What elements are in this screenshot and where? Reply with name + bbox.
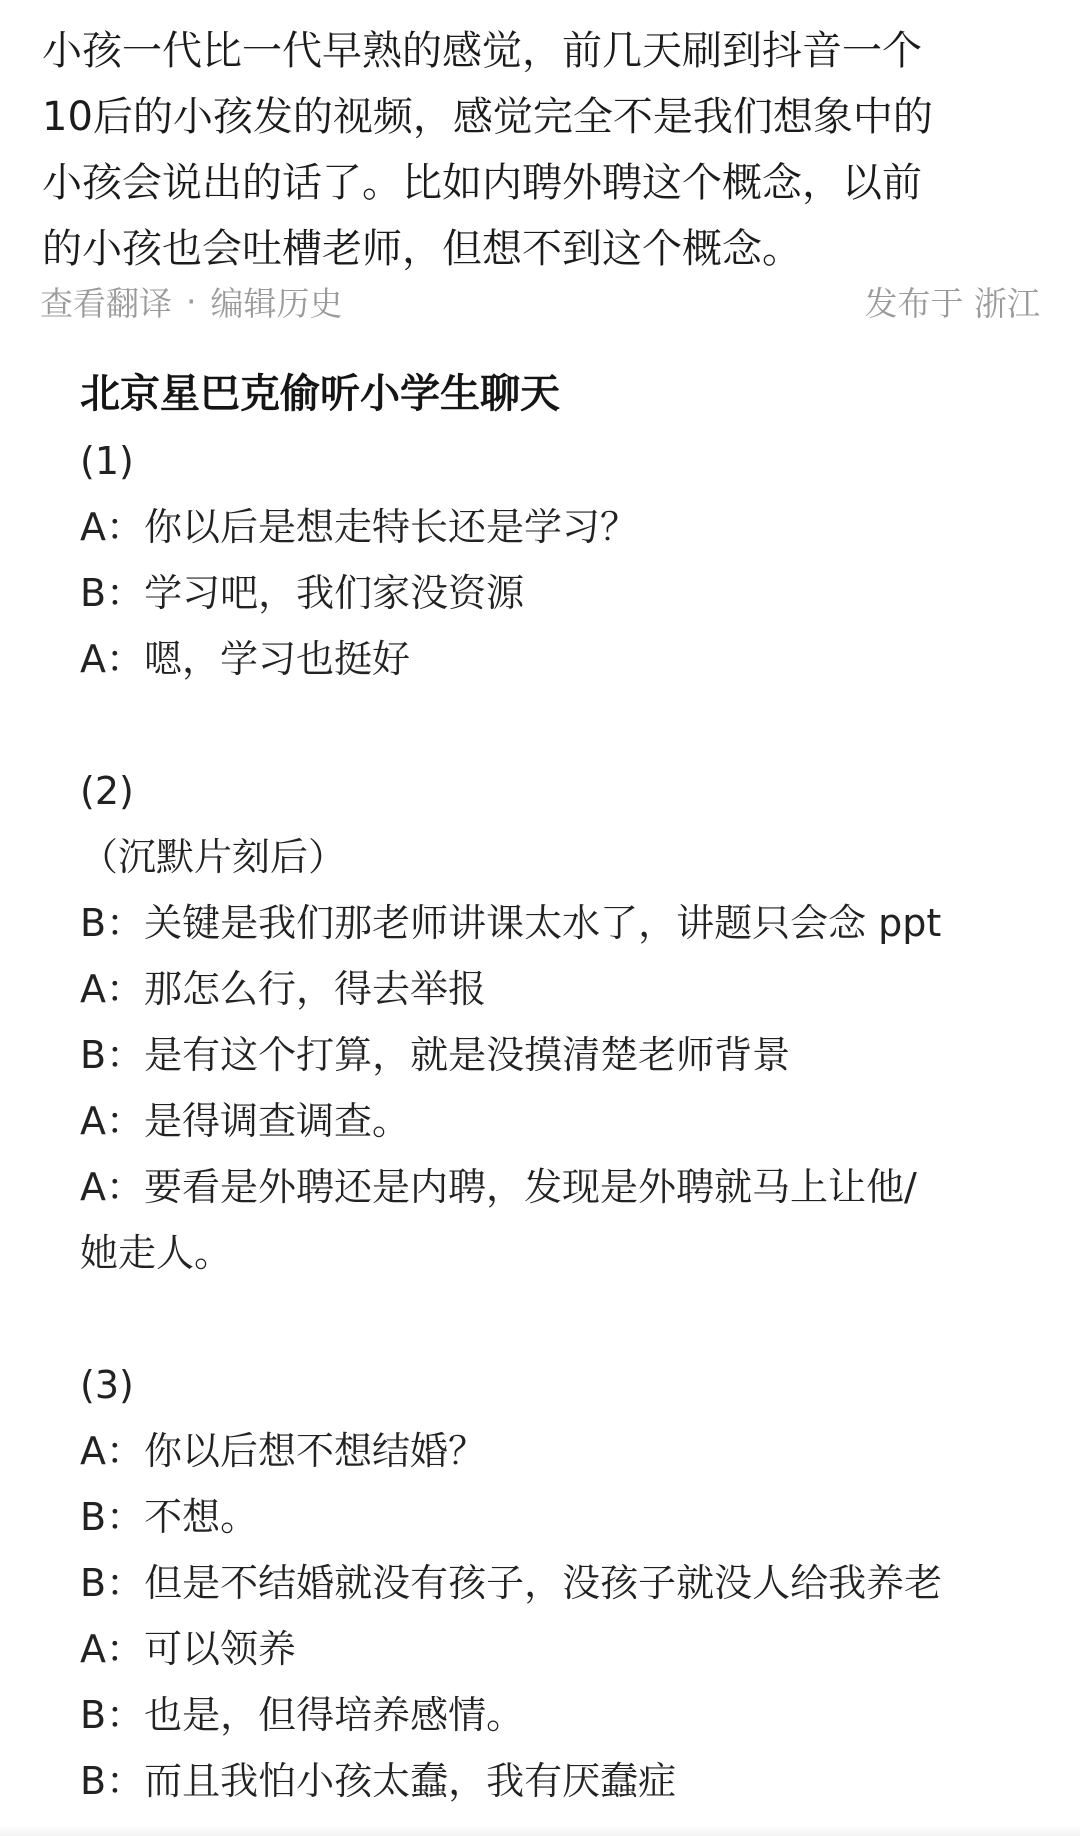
separator: · bbox=[186, 281, 197, 321]
dialog-line: B：关键是我们那老师讲课太水了，讲题只会念 ppt bbox=[80, 901, 942, 945]
dialog-line: （沉默片刻后） bbox=[80, 835, 347, 879]
post-body bbox=[42, 18, 1042, 282]
dialog-line: B：而且我怕小孩太蠢，我有厌蠢症 bbox=[80, 1759, 677, 1803]
dialog-line: (1) bbox=[80, 439, 134, 483]
dialog-line: B：也是，但得培养感情。 bbox=[80, 1693, 525, 1737]
dialog-transcript bbox=[80, 428, 1040, 1814]
image-title: 北京星巴克偷听小学生聊天 bbox=[80, 371, 560, 417]
dialog-line: B：是有这个打算，就是没摸清楚老师背景 bbox=[80, 1033, 791, 1077]
dialog-line: (3) bbox=[80, 1363, 134, 1407]
dialog-line: A：嗯，学习也挺好 bbox=[80, 637, 410, 681]
edit-history-link[interactable]: 编辑历史 bbox=[210, 283, 343, 323]
dialog-line: A：你以后是想走特长还是学习？ bbox=[80, 505, 638, 549]
dialog-line: B：学习吧，我们家没资源 bbox=[80, 571, 525, 615]
dialog-line: (2) bbox=[80, 769, 134, 813]
translate-link[interactable]: 查看翻译 bbox=[40, 283, 172, 323]
post-actions bbox=[40, 278, 343, 325]
post-line: 小孩一代比一代早熟的感觉，前几天刷到抖音一个 bbox=[42, 28, 922, 74]
dialog-line: A：可以领养 bbox=[80, 1627, 296, 1671]
bottom-edge bbox=[0, 1824, 1080, 1836]
dialog-line: A：你以后想不想结婚？ bbox=[80, 1429, 486, 1473]
post-meta bbox=[40, 276, 1040, 326]
dialog-line: B：不想。 bbox=[80, 1495, 259, 1539]
dialog-line: A：是得调查调查。 bbox=[80, 1099, 410, 1143]
dialog-gap bbox=[80, 692, 1040, 758]
post-line: 10后的小孩发的视频，感觉完全不是我们想象中的 bbox=[42, 94, 933, 140]
dialog-line: B：但是不结婚就没有孩子，没孩子就没人给我养老 bbox=[80, 1561, 943, 1605]
post-line: 的小孩也会吐槽老师，但想不到这个概念。 bbox=[42, 226, 802, 272]
embedded-image[interactable] bbox=[0, 340, 1080, 1836]
dialog-line: 她走人。 bbox=[80, 1231, 233, 1275]
dialog-line: A：要看是外聘还是内聘，发现是外聘就马上让他/ bbox=[80, 1165, 917, 1209]
post-line: 小孩会说出的话了。比如内聘外聘这个概念，以前 bbox=[42, 160, 922, 206]
post-location: 发布于 浙江 bbox=[864, 283, 1040, 323]
dialog-gap bbox=[80, 1286, 1040, 1352]
dialog-line: A：那怎么行，得去举报 bbox=[80, 967, 486, 1011]
